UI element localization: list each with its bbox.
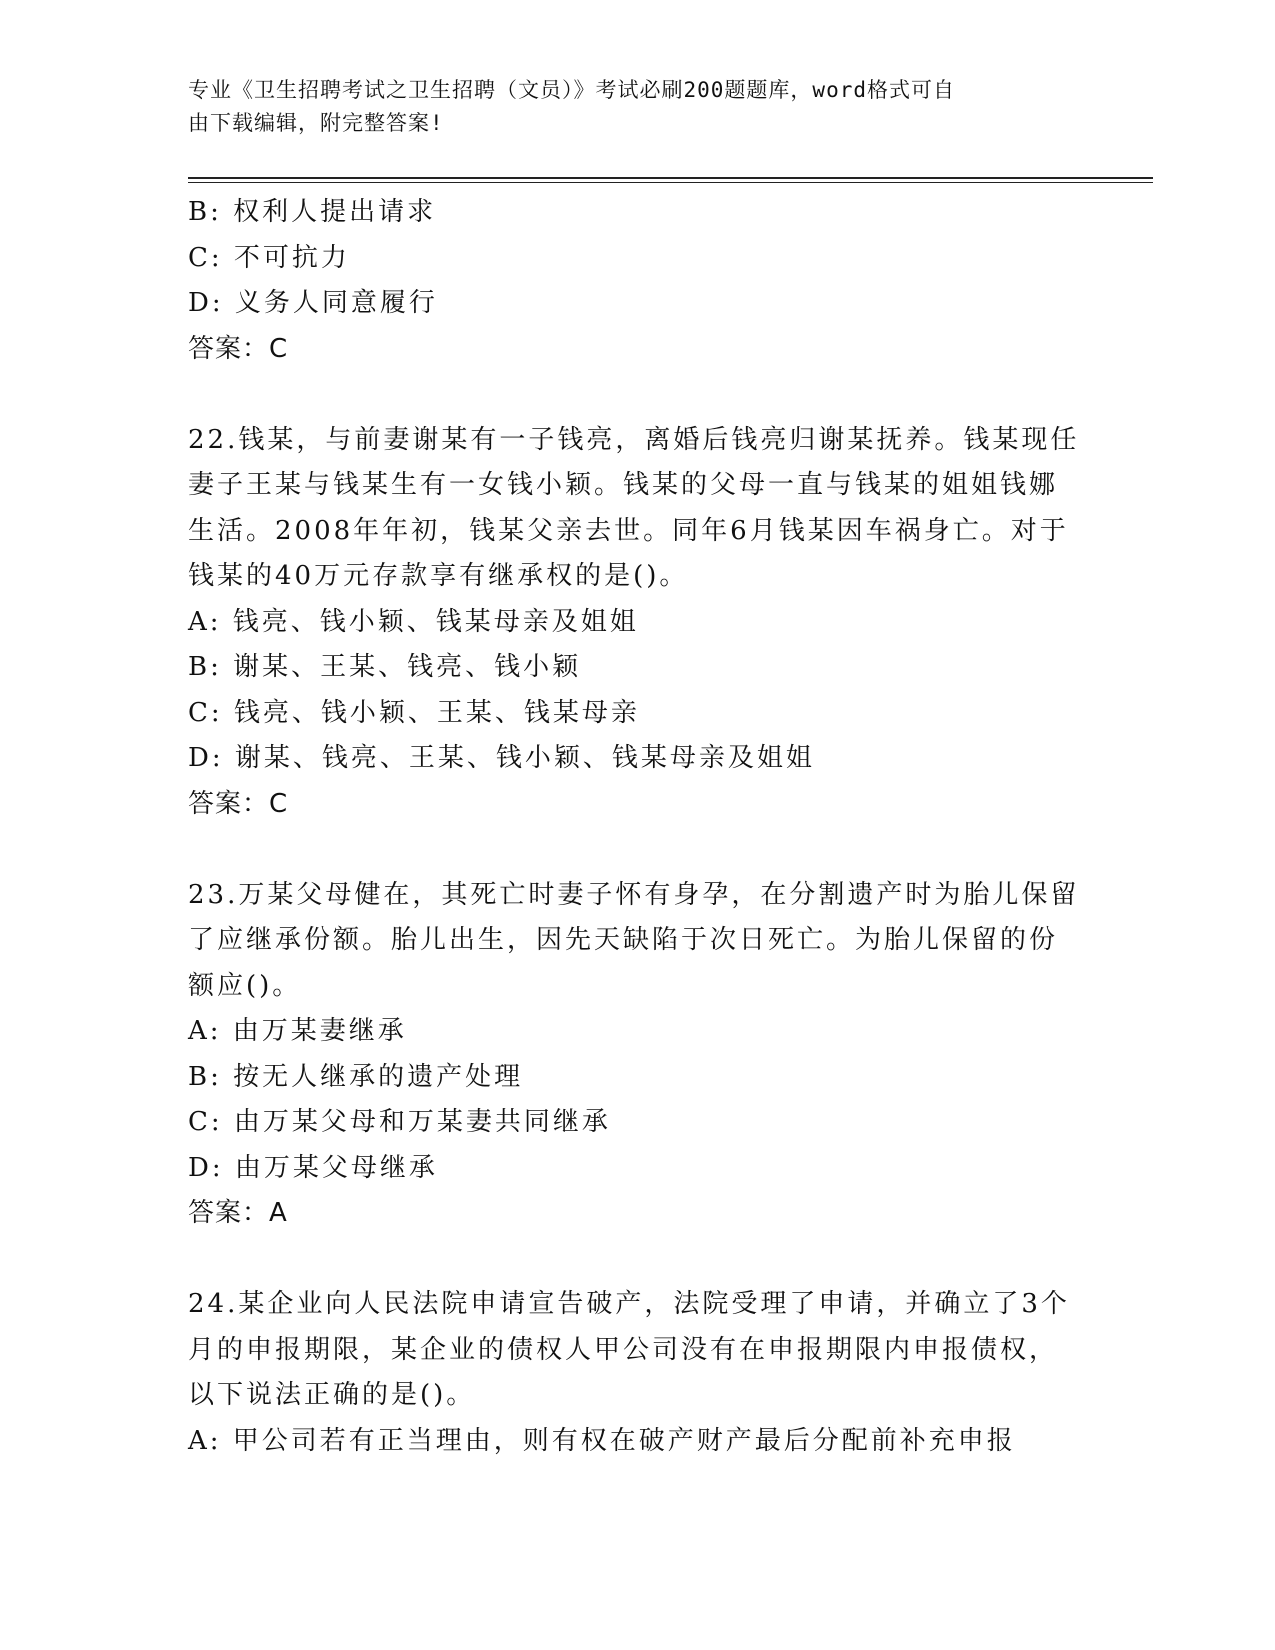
document-header [188,74,1068,140]
question-text-line: 钱某的40万元存款享有继承权的是()。 [188,561,689,591]
option-a: A: 由万某妻继承 [188,1016,407,1046]
answer: 答案：A [188,1198,288,1228]
question-text-line: 以下说法正确的是()。 [188,1380,476,1410]
question-content [188,190,1088,1464]
option-d: D: 由万某父母继承 [188,1152,438,1183]
question-text-line: 月的申报期限，某企业的债权人甲公司没有在申报期限内申报债权， [188,1334,1059,1365]
question-23 [188,873,1088,1237]
question-text-line: 24.某企业向人民法院申请宣告破产，法院受理了申请，并确立了3个 [188,1289,1070,1319]
header-rule-thin [188,182,1153,183]
question-text-line: 23.万某父母健在，其死亡时妻子怀有身孕，在分割遗产时为胎儿保留 [188,879,1080,910]
question-text-line: 了应继承份额。胎儿出生，因先天缺陷于次日死亡。为胎儿保留的份 [188,925,1059,955]
answer: 答案：C [188,333,289,364]
option-b: B: 权利人提出请求 [188,197,437,227]
option-b: B: 按无人继承的遗产处理 [188,1061,524,1092]
option-c: C: 不可抗力 [188,242,350,273]
option-a: A: 钱亮、钱小颖、钱某母亲及姐姐 [188,606,639,637]
option-a: A: 甲公司若有正当理由，则有权在破产财产最后分配前补充申报 [188,1425,1016,1456]
option-c: C: 钱亮、钱小颖、王某、钱某母亲 [188,697,640,728]
header-line-2: 由下载编辑，附完整答案! [188,111,444,135]
question-text-line: 妻子王某与钱某生有一女钱小颖。钱某的父母一直与钱某的姐姐钱娜 [188,470,1059,500]
option-b: B: 谢某、王某、钱亮、钱小颖 [188,652,582,682]
option-c: C: 由万某父母和万某妻共同继承 [188,1107,611,1137]
header-line-1: 专业《卫生招聘考试之卫生招聘（文员）》考试必刷200题题库，word格式可自 [188,78,955,102]
question-24 [188,1282,1088,1464]
previous-question [188,190,1088,372]
question-text-line: 额应()。 [188,970,302,1001]
header-rule-thick [188,177,1153,179]
question-22 [188,418,1088,828]
option-d: D: 义务人同意履行 [188,288,438,318]
question-text-line: 22.钱某，与前妻谢某有一子钱亮，离婚后钱亮归谢某抚养。钱某现任 [188,424,1080,455]
answer: 答案：C [188,788,289,819]
option-d: D: 谢某、钱亮、王某、钱小颖、钱某母亲及姐姐 [188,743,815,773]
question-text-line: 生活。2008年年初，钱某父亲去世。同年6月钱某因车祸身亡。对于 [188,515,1069,546]
